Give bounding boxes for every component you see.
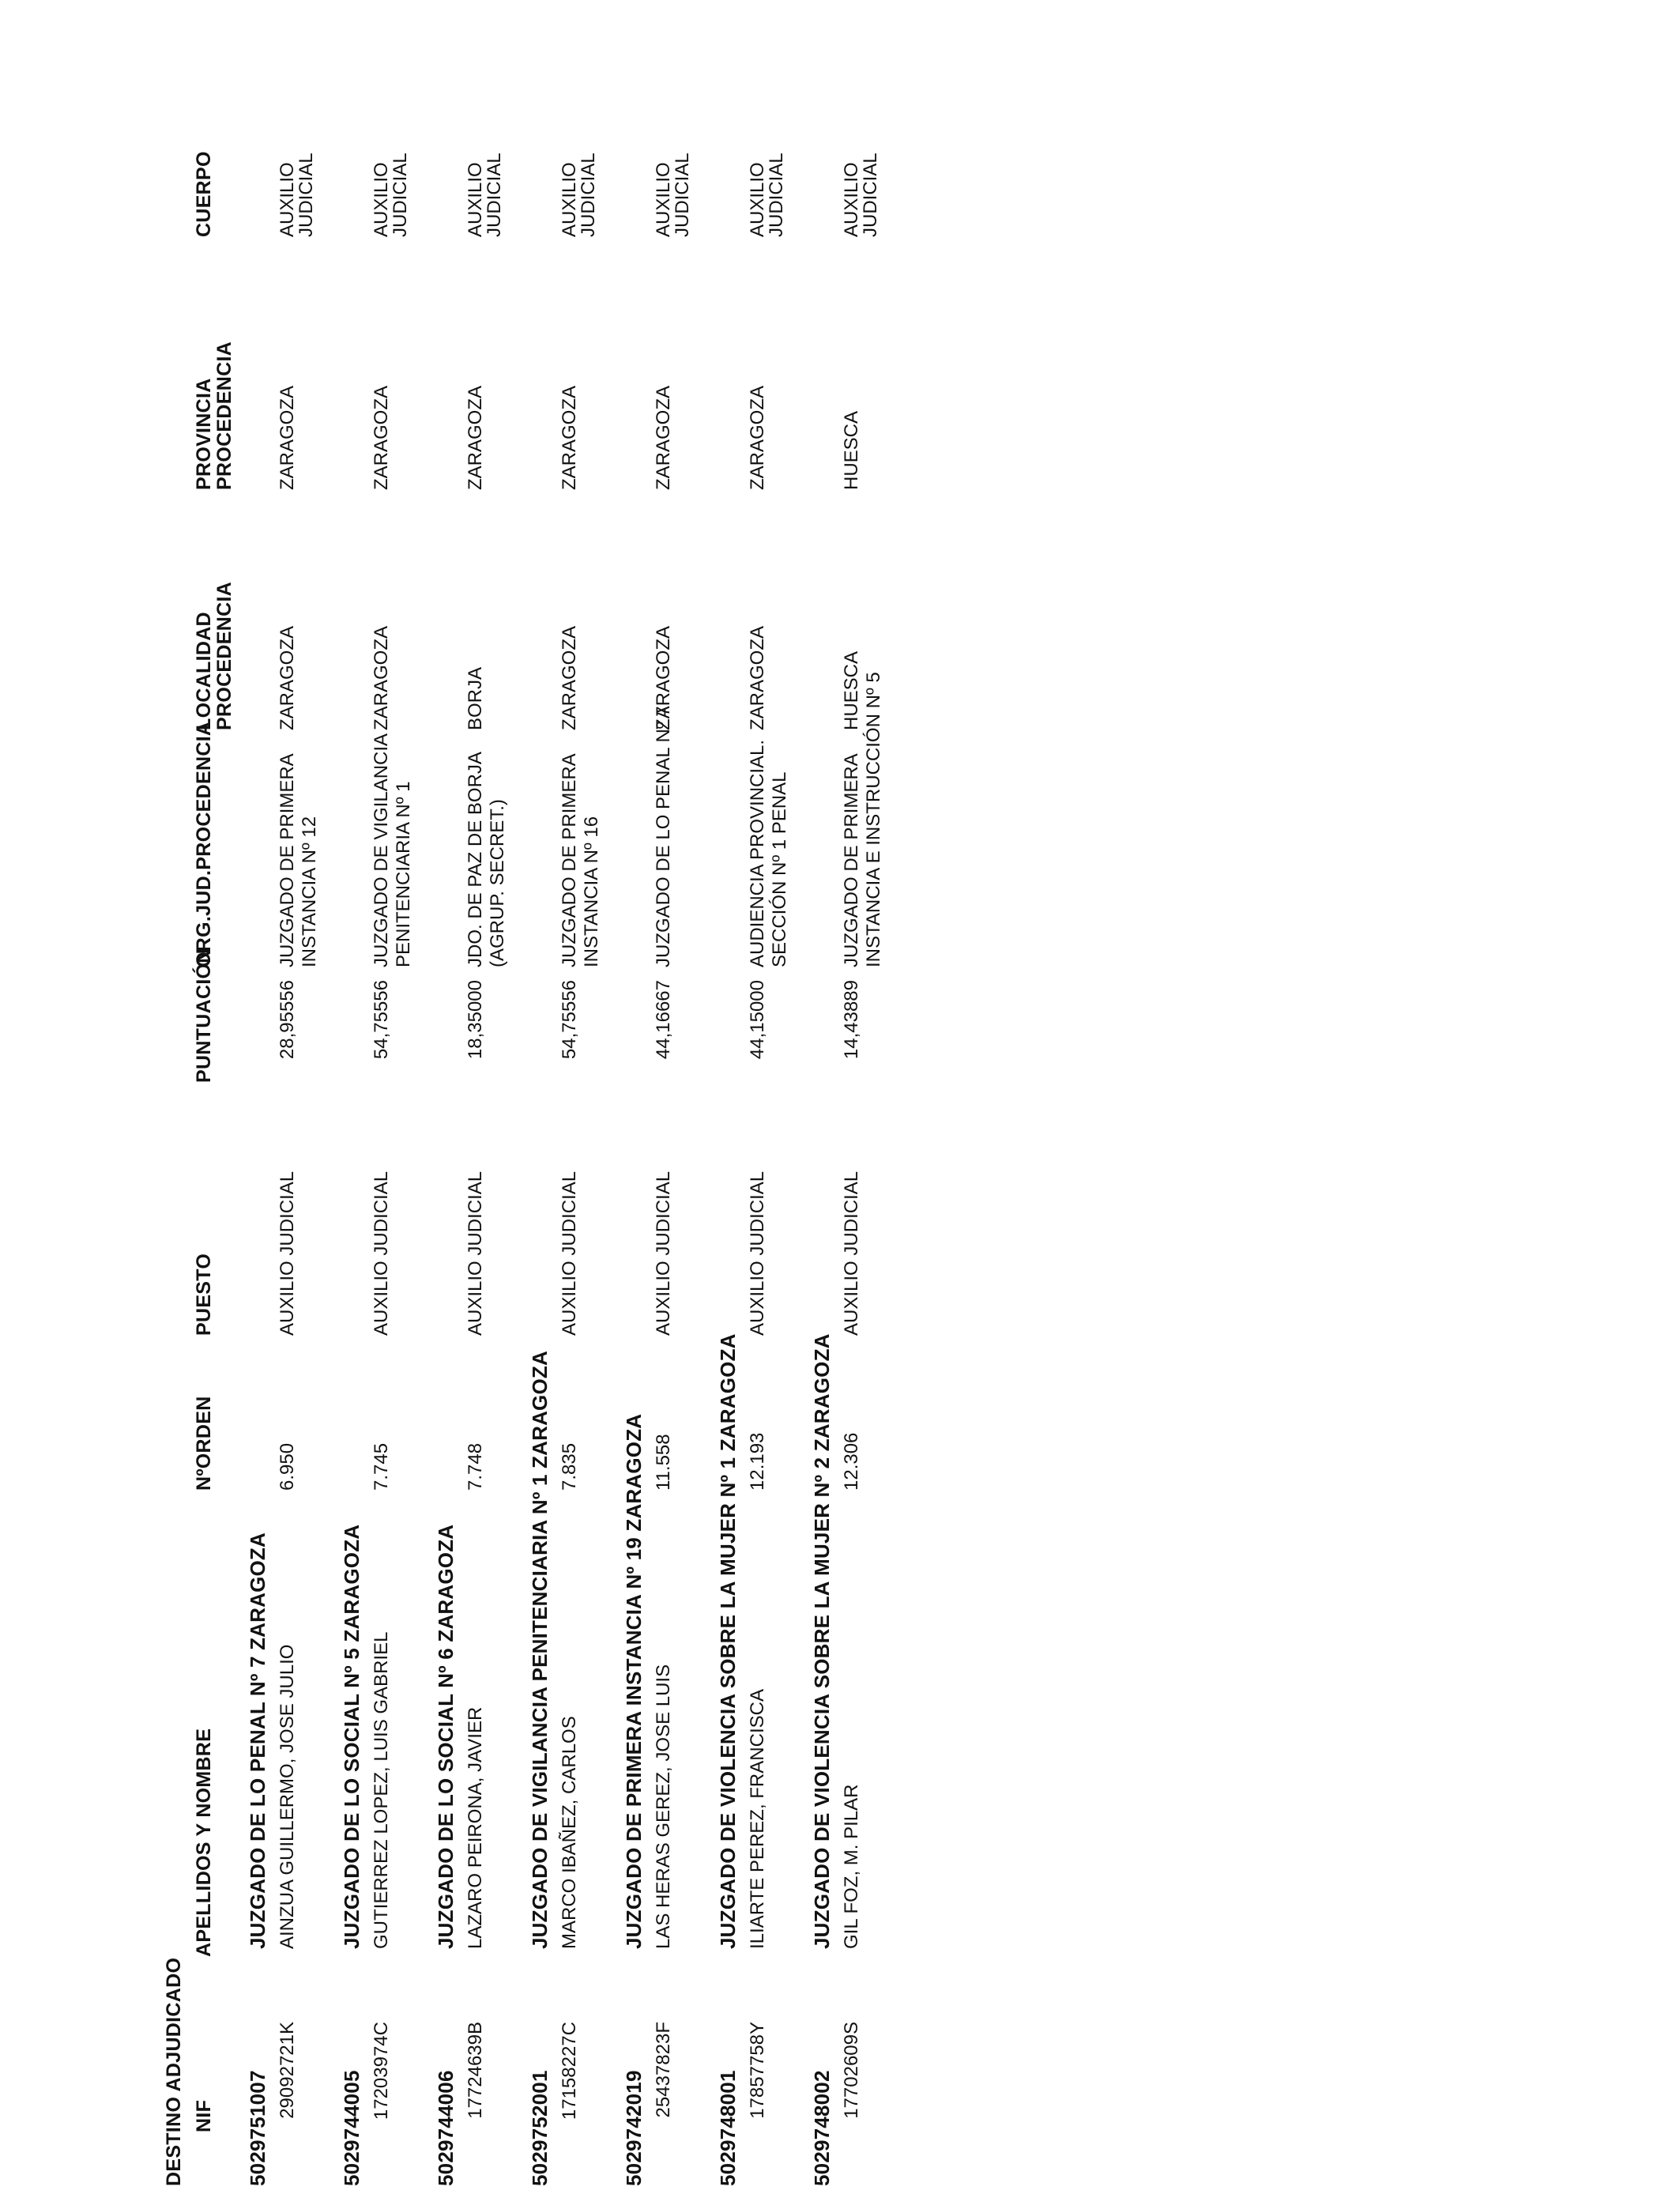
header-puntuacion: PUNTUACIÓN <box>193 948 215 1083</box>
header-provincia: PROVINCIA <box>193 378 215 490</box>
row-org-jud-line-1: JUZGADO DE PRIMERA <box>277 753 298 967</box>
row-apellidos-nombre: ILIARTE PEREZ, FRANCISCA <box>747 1689 768 1949</box>
header-puesto: PUESTO <box>193 1253 215 1336</box>
row-localidad: HUESCA <box>841 650 862 730</box>
row-nif: 17203974C <box>371 2022 392 2120</box>
header-numero-orden: NºORDEN <box>193 1396 215 1491</box>
row-apellidos-nombre: LAZARO PEIRONA, JAVIER <box>465 1706 486 1949</box>
row-cuerpo-line-1: AUXILIO <box>371 162 392 237</box>
row-localidad: ZARAGOZA <box>747 625 768 730</box>
row-numero-orden: 12.306 <box>841 1432 862 1491</box>
row-org-jud-line-2: PENITENCIARIA Nº 1 <box>393 781 414 967</box>
group-destination-name: JUZGADO DE VIGILANCIA PENITENCIARIA Nº 1 ZARAGOZA <box>528 1351 552 1949</box>
row-puesto: AUXILIO JUDICIAL <box>371 1171 392 1336</box>
row-nif: 25437823F <box>653 2022 674 2118</box>
row-puntuacion: 28,95556 <box>277 980 298 1060</box>
group-code: 5029748002 <box>810 2070 834 2186</box>
row-provincia: ZARAGOZA <box>371 385 392 490</box>
row-apellidos-nombre: LAS HERAS GEREZ, JOSE LUIS <box>653 1664 674 1949</box>
group-code: 5029744005 <box>340 2070 363 2186</box>
row-puntuacion: 54,75556 <box>371 980 392 1060</box>
row-puntuacion: 44,16667 <box>653 980 674 1060</box>
row-org-jud-line-1: JUZGADO DE LO PENAL Nº 7 <box>653 706 674 967</box>
row-localidad: BORJA <box>465 666 486 730</box>
row-apellidos-nombre: AINZUA GUILLERMO, JOSE JULIO <box>277 1644 298 1949</box>
row-org-jud-line-2: SECCIÓN Nº 1 PENAL <box>769 771 790 967</box>
group-code: 5029742019 <box>622 2070 646 2186</box>
row-provincia: HUESCA <box>841 410 862 490</box>
group-code: 5029748001 <box>716 2070 740 2186</box>
section-title: DESTINO ADJUDICADO <box>163 1957 185 2186</box>
row-puntuacion: 44,15000 <box>747 980 768 1060</box>
group-code: 5029752001 <box>528 2070 552 2186</box>
row-org-jud-line-2: INSTANCIA Nº 12 <box>299 816 320 967</box>
row-localidad: ZARAGOZA <box>371 625 392 730</box>
group-destination-name: JUZGADO DE LO SOCIAL Nº 5 ZARAGOZA <box>340 1524 363 1949</box>
row-org-jud-line-1: AUDIENCIA PROVINCIAL. <box>747 739 768 967</box>
row-cuerpo-line-2: JUDICIAL <box>484 153 505 237</box>
row-numero-orden: 12.193 <box>747 1432 768 1491</box>
row-org-jud-line-1: JUZGADO DE PRIMERA <box>841 753 862 967</box>
row-numero-orden: 7.745 <box>371 1442 392 1491</box>
row-localidad: ZARAGOZA <box>559 625 580 730</box>
row-puesto: AUXILIO JUDICIAL <box>277 1171 298 1336</box>
row-org-jud-line-2: (AGRUP. SECRET.) <box>487 799 508 967</box>
row-cuerpo-line-1: AUXILIO <box>747 162 768 237</box>
row-puntuacion: 14,43889 <box>841 980 862 1060</box>
row-numero-orden: 7.835 <box>559 1442 580 1491</box>
row-provincia: ZARAGOZA <box>747 385 768 490</box>
row-provincia: ZARAGOZA <box>465 385 486 490</box>
row-puntuacion: 18,35000 <box>465 980 486 1060</box>
group-destination-name: JUZGADO DE LO SOCIAL Nº 6 ZARAGOZA <box>434 1524 458 1949</box>
row-cuerpo-line-1: AUXILIO <box>465 162 486 237</box>
row-numero-orden: 7.748 <box>465 1442 486 1491</box>
header-localidad-procedencia: PROCEDENCIA <box>213 581 235 730</box>
row-localidad: ZARAGOZA <box>277 625 298 730</box>
row-puesto: AUXILIO JUDICIAL <box>653 1171 674 1336</box>
header-provincia-procedencia: PROCEDENCIA <box>213 341 235 490</box>
header-org-jud-procedencia: ORG.JUD.PROCEDENCIA <box>193 721 215 967</box>
row-cuerpo-line-2: JUDICIAL <box>390 153 411 237</box>
row-provincia: ZARAGOZA <box>559 385 580 490</box>
row-org-jud-line-1: JDO. DE PAZ DE BORJA <box>465 752 486 967</box>
group-destination-name: JUZGADO DE LO PENAL Nº 7 ZARAGOZA <box>246 1532 269 1949</box>
group-destination-name: JUZGADO DE VIOLENCIA SOBRE LA MUJER Nº 1 ZARAGOZA <box>716 1333 740 1949</box>
row-puesto: AUXILIO JUDICIAL <box>465 1171 486 1336</box>
group-destination-name: JUZGADO DE VIOLENCIA SOBRE LA MUJER Nº 2 ZARAGOZA <box>810 1333 834 1949</box>
row-cuerpo-line-1: AUXILIO <box>277 162 298 237</box>
row-cuerpo-line-2: JUDICIAL <box>766 153 787 237</box>
row-apellidos-nombre: GIL FOZ, M. PILAR <box>841 1784 862 1949</box>
row-puntuacion: 54,75556 <box>559 980 580 1060</box>
group-code: 5029751007 <box>246 2070 269 2186</box>
row-cuerpo-line-2: JUDICIAL <box>296 153 317 237</box>
row-nif: 17857758Y <box>747 2022 768 2119</box>
row-apellidos-nombre: MARCO IBAÑEZ, CARLOS <box>559 1716 580 1949</box>
row-numero-orden: 11.558 <box>653 1434 674 1491</box>
row-cuerpo-line-1: AUXILIO <box>559 162 580 237</box>
header-apellidos-nombre: APELLIDOS Y NOMBRE <box>193 1728 215 1957</box>
header-cuerpo: CUERPO <box>193 151 215 237</box>
row-nif: 17158227C <box>559 2022 580 2120</box>
row-cuerpo-line-1: AUXILIO <box>653 162 674 237</box>
row-localidad: ZARAGOZA <box>653 625 674 730</box>
header-nif: NIF <box>193 2099 215 2132</box>
row-apellidos-nombre: GUTIERREZ LOPEZ, LUIS GABRIEL <box>371 1631 392 1949</box>
row-puesto: AUXILIO JUDICIAL <box>841 1171 862 1336</box>
row-nif: 17702609S <box>841 2022 862 2119</box>
row-puesto: AUXILIO JUDICIAL <box>747 1171 768 1336</box>
row-numero-orden: 6.950 <box>277 1442 298 1491</box>
row-nif: 17724639B <box>465 2022 486 2119</box>
row-cuerpo-line-2: JUDICIAL <box>578 153 599 237</box>
row-nif: 29092721K <box>277 2022 298 2119</box>
row-cuerpo-line-2: JUDICIAL <box>860 153 881 237</box>
row-org-jud-line-1: JUZGADO DE PRIMERA <box>559 753 580 967</box>
header-localidad: LOCALIDAD <box>193 612 215 730</box>
group-destination-name: JUZGADO DE PRIMERA INSTANCIA Nº 19 ZARAGOZA <box>622 1413 646 1949</box>
row-cuerpo-line-2: JUDICIAL <box>672 153 693 237</box>
row-puesto: AUXILIO JUDICIAL <box>559 1171 580 1336</box>
row-cuerpo-line-1: AUXILIO <box>841 162 862 237</box>
row-provincia: ZARAGOZA <box>653 385 674 490</box>
group-code: 5029744006 <box>434 2070 458 2186</box>
row-org-jud-line-2: INSTANCIA Nº 16 <box>581 816 602 967</box>
row-org-jud-line-1: JUZGADO DE VIGILANCIA <box>371 733 392 967</box>
row-provincia: ZARAGOZA <box>277 385 298 490</box>
row-org-jud-line-2: INSTANCIA E INSTRUCCIÓN Nº 5 <box>863 672 884 967</box>
